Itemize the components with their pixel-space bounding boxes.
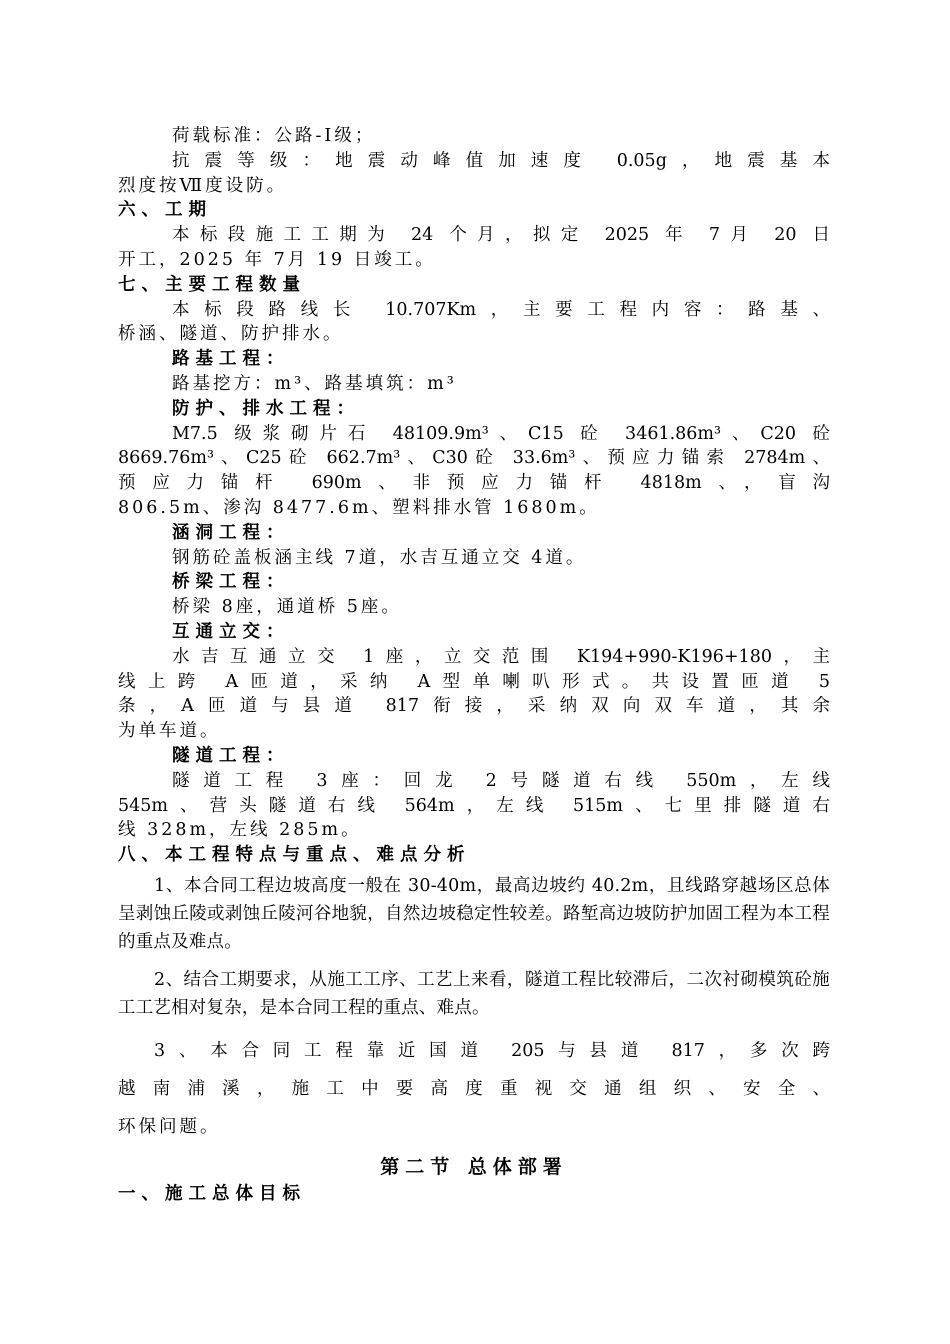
heading-overall-goal: 一、施工总体目标 bbox=[118, 1183, 306, 1204]
document-page bbox=[118, 124, 830, 1207]
roadbed-line: 路基挖方：m³、路基填筑：m³ bbox=[172, 373, 457, 394]
seismic-line-2: 烈度按Ⅶ度设防。 bbox=[118, 175, 288, 196]
paragraph-1: 1、本合同工程边坡高度一般在 30-40m，最高边坡约 40.2m，且线路穿越场区总体呈剥蚀丘陵或剥蚀丘陵河谷地貌，自然边坡稳定性较差。路堑高边坡防护加固工程为本工程的重点及难点。 bbox=[118, 875, 830, 952]
culvert-line: 钢筋砼盖板涵主线 7道，水吉互通立交 4道。 bbox=[172, 547, 587, 568]
seismic-line-1: 抗震等级：地震动峰值加速度 0.05g，地震基本 bbox=[172, 150, 830, 171]
heading-main-quantities: 七、主要工程数量 bbox=[118, 274, 306, 295]
bridge-line: 桥梁 8座，通道桥 5座。 bbox=[172, 597, 402, 618]
quantities-line-1: 本标段路线长 10.707Km，主要工程内容：路基、 bbox=[172, 299, 830, 320]
interchange-line-4: 为单车道。 bbox=[118, 721, 221, 742]
protection-line-1: M7.5 级浆砌片石 48109.9m³、C15 砼 3461.86m³、C20 砼 bbox=[172, 423, 830, 444]
subheading-bridge: 桥梁工程： bbox=[172, 572, 290, 593]
heading-features-analysis: 八、本工程特点与重点、难点分析 bbox=[118, 845, 471, 866]
subheading-protection-drainage: 防护、排水工程： bbox=[172, 398, 360, 419]
subheading-culvert: 涵洞工程： bbox=[172, 522, 290, 543]
heading-construction-period: 六、工期 bbox=[118, 200, 212, 221]
subheading-interchange: 互通立交： bbox=[172, 621, 290, 642]
subheading-tunnel: 隧道工程： bbox=[172, 745, 290, 766]
paragraph-3-line-3: 环保问题。 bbox=[118, 1116, 221, 1137]
paragraph-3-line-1: 3、本合同工程靠近国道 205与县道 817，多次跨 bbox=[154, 1040, 830, 1061]
protection-line-3: 预应力锚杆 690m、非预应力锚杆 4818m、，盲沟 bbox=[118, 473, 830, 494]
interchange-line-2: 线上跨 A匝道，采纳 A型单喇叭形式。共设置匝道 5 bbox=[118, 671, 830, 692]
paragraph-2: 2、结合工期要求，从施工工序、工艺上来看，隧道工程比较滞后，二次衬砌模筑砼施工工艺相对复杂，是本合同工程的重点、难点。 bbox=[118, 969, 830, 1018]
tunnel-line-2: 545m、营头隧道右线 564m，左线 515m、七里排隧道右 bbox=[118, 795, 830, 816]
subheading-roadbed: 路基工程： bbox=[172, 349, 290, 370]
period-line-2: 开工，2025 年 7月 19 日竣工。 bbox=[118, 249, 436, 270]
section-title: 第二节 总体部署 bbox=[380, 1155, 568, 1178]
tunnel-line-3: 线 328m，左线 285m。 bbox=[118, 820, 362, 841]
tunnel-line-1: 隧道工程 3座：回龙 2号隧道右线 550m，左线 bbox=[172, 770, 830, 791]
interchange-line-1: 水吉互通立交 1座，立交范围 K194+990-K196+180，主 bbox=[172, 646, 830, 667]
load-standard-line: 荷载标准：公路-I级； bbox=[172, 126, 376, 146]
interchange-line-3: 条，A匝道与县道 817衔接，采纳双向双车道，其余 bbox=[118, 696, 830, 717]
protection-line-2: 8669.76m³、C25砼 662.7m³、C30砼 33.6m³、预应力锚索 2784m、 bbox=[118, 448, 830, 469]
paragraph-3-line-2: 越南浦溪，施工中要高度重视交通组织、安全、 bbox=[118, 1078, 830, 1099]
quantities-line-2: 桥涵、隧道、防护排水。 bbox=[118, 324, 344, 345]
period-line-1: 本标段施工工期为 24 个月，拟定 2025 年 7月 20 日 bbox=[172, 225, 830, 246]
protection-line-4: 806.5m、渗沟 8477.6m、塑料排水管 1680m。 bbox=[118, 497, 600, 518]
